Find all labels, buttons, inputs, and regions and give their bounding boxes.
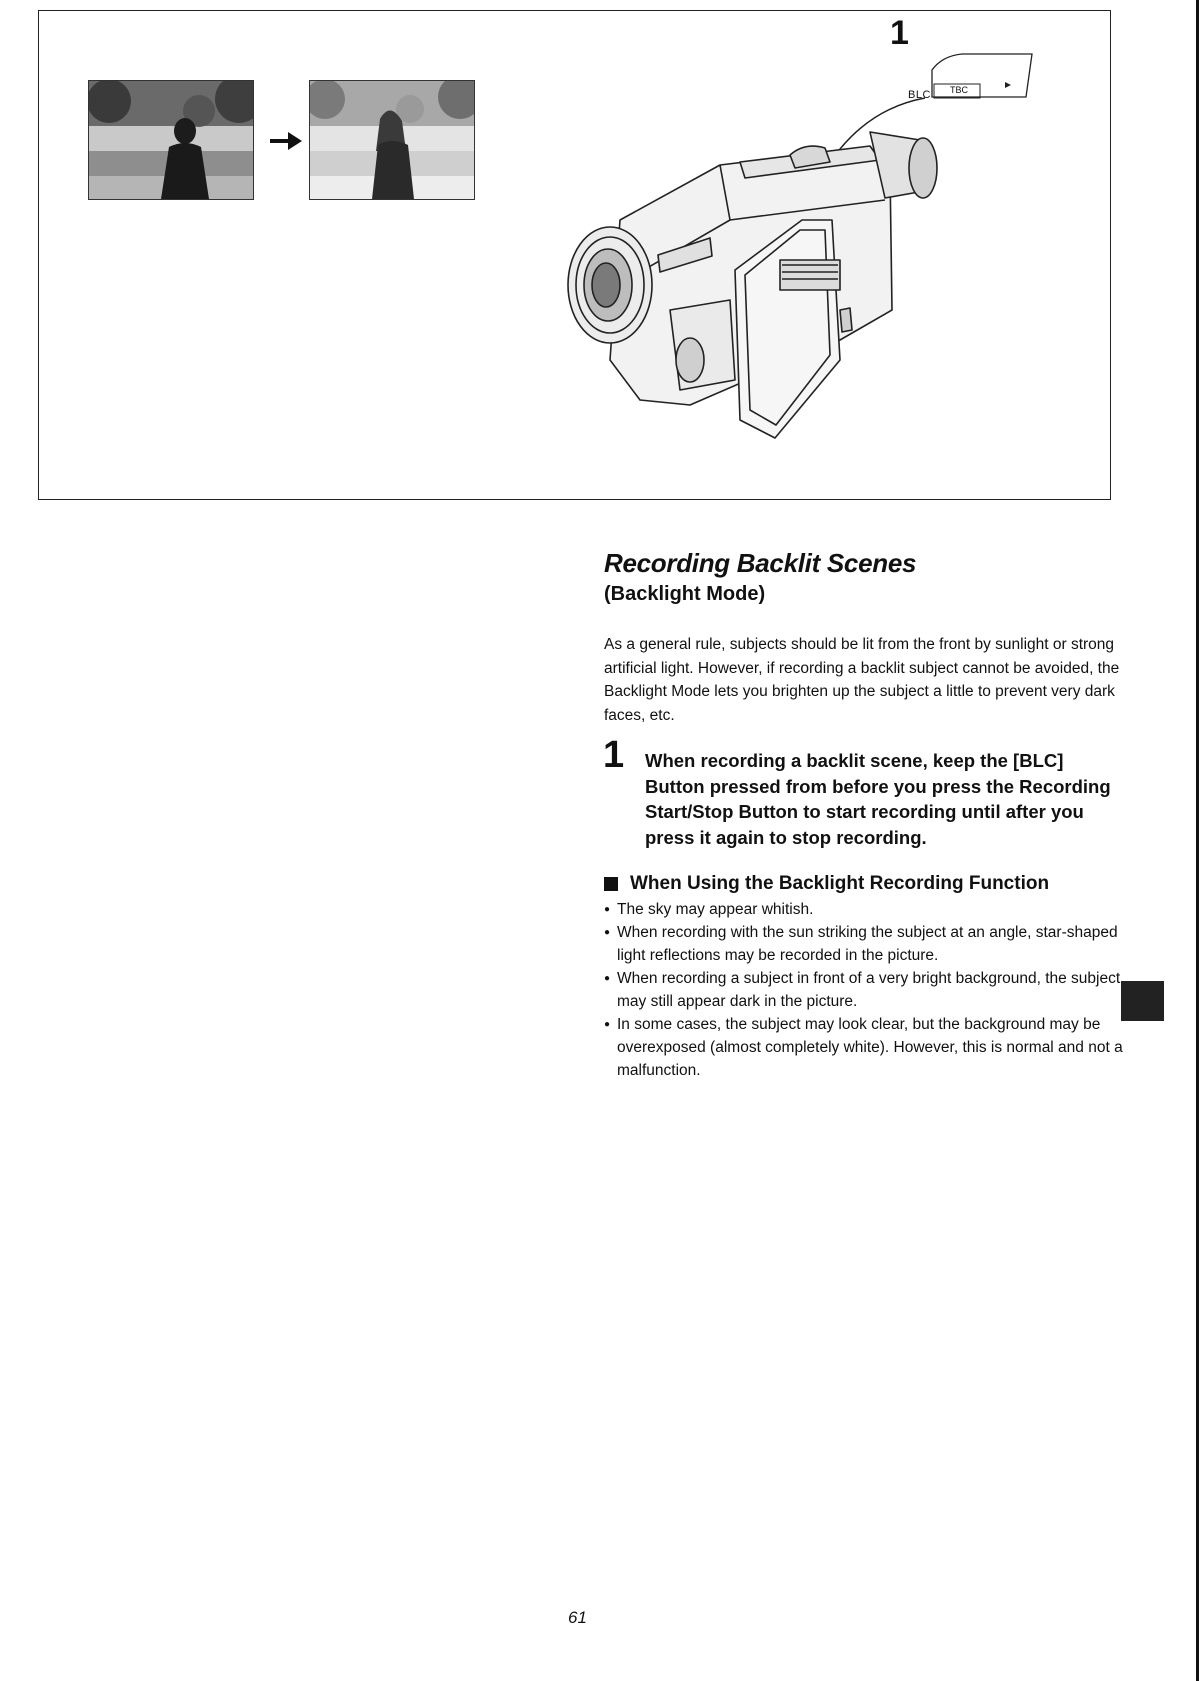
notes-heading bbox=[604, 873, 1049, 895]
page-number: 61 bbox=[568, 1608, 587, 1627]
intro-paragraph: As a general rule, subjects should be lit from the front by sunlight or strong artificial light. However, if recording a backlit subject cannot be avoided, the Backlight Mode lets you brighten up the subject a little to prevent very dark faces, etc. bbox=[604, 636, 1120, 724]
list-item: ● When recording a subject in front of a very bright background, the subject may still appear dark in the picture. bbox=[604, 967, 1124, 1013]
notes-heading-text: When Using the Backlight Recording Function bbox=[630, 873, 1050, 894]
list-item: ● In some cases, the subject may look clear, but the background may be overexposed (almost completely white). However, this is normal and not a malfunction. bbox=[604, 1013, 1124, 1082]
step-instruction: When recording a backlit scene, keep the [BLC] Button pressed from before you press the Recording Start/Stop Button to start recording until after you press it again to stop recording. bbox=[645, 750, 1111, 848]
list-item: ● The sky may appear whitish. bbox=[604, 898, 1124, 921]
notes-list bbox=[604, 898, 1124, 1082]
black-square-icon bbox=[604, 877, 618, 891]
blc-button-label: BLC bbox=[908, 89, 931, 101]
section-title: Recording Backlit Scenes bbox=[604, 548, 917, 578]
tbc-button-label: TBC bbox=[950, 85, 968, 95]
step-number: 1 bbox=[603, 734, 625, 776]
list-item: ● When recording with the sun striking the subject at an angle, star-shaped light reflections may be recorded in the picture. bbox=[604, 921, 1124, 967]
chapter-tab-marker bbox=[1121, 981, 1164, 1021]
camcorder-illustration bbox=[540, 60, 940, 490]
section-subtitle: (Backlight Mode) bbox=[604, 583, 766, 605]
step-callout-number: 1 bbox=[890, 14, 909, 52]
